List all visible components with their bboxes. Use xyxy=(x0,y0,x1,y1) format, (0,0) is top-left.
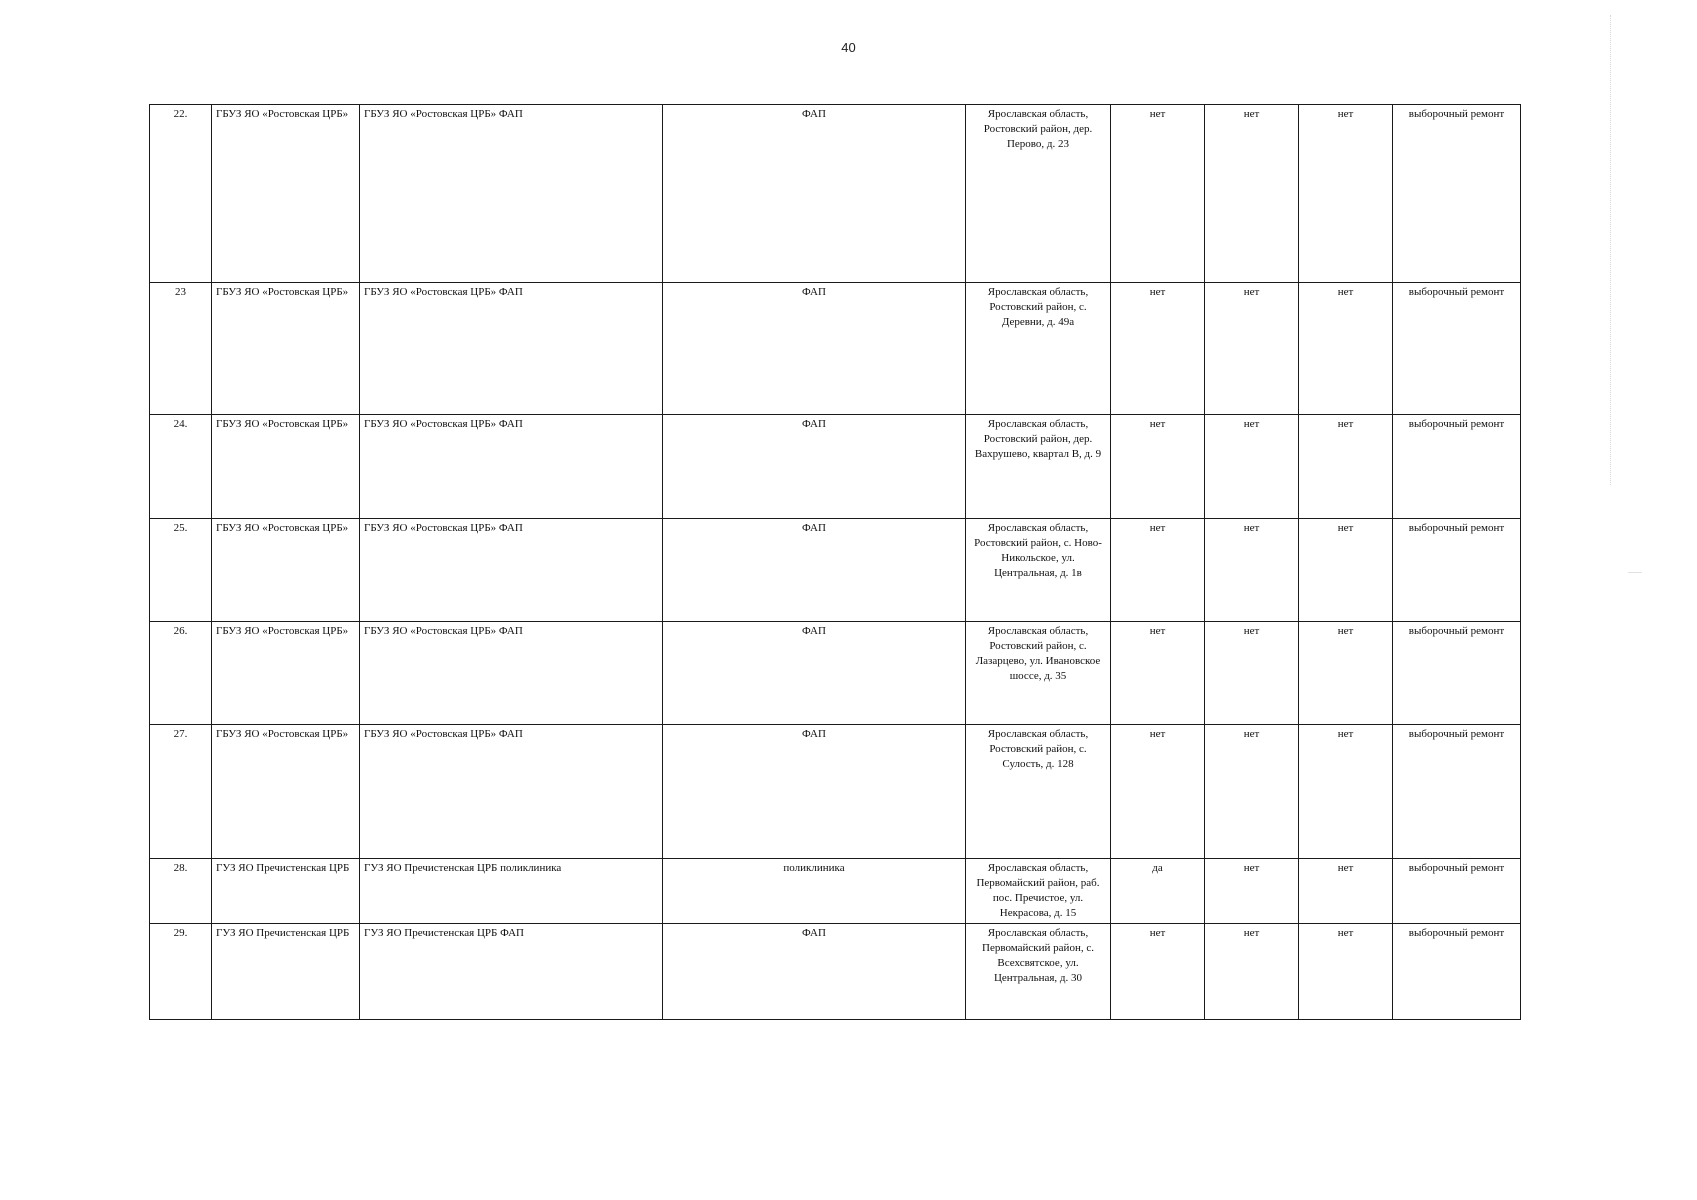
address-cell: Ярославская область, Ростовский район, дер. Перово, д. 23 xyxy=(966,105,1111,283)
table-row xyxy=(150,622,1521,725)
organization-cell: ГБУЗ ЯО «Ростовская ЦРБ» xyxy=(212,519,360,622)
row-number-cell: 23 xyxy=(150,283,212,415)
flag-cell-2: нет xyxy=(1205,105,1299,283)
organization-cell: ГБУЗ ЯО «Ростовская ЦРБ» xyxy=(212,622,360,725)
address-cell: Ярославская область, Ростовский район, с. Сулость, д. 128 xyxy=(966,725,1111,859)
flag-cell-1: нет xyxy=(1111,622,1205,725)
facility-repair-table xyxy=(149,104,1521,1020)
facility-name-cell: ГБУЗ ЯО «Ростовская ЦРБ» ФАП xyxy=(360,725,663,859)
flag-cell-1: нет xyxy=(1111,105,1205,283)
organization-cell: ГБУЗ ЯО «Ростовская ЦРБ» xyxy=(212,725,360,859)
address-cell: Ярославская область, Ростовский район, с. Ново-Никольское, ул. Центральная, д. 1в xyxy=(966,519,1111,622)
table-row xyxy=(150,859,1521,924)
flag-cell-3: нет xyxy=(1299,622,1393,725)
work-type-cell: выборочный ремонт xyxy=(1393,105,1521,283)
table-row xyxy=(150,105,1521,283)
flag-cell-2: нет xyxy=(1205,622,1299,725)
facility-type-cell: ФАП xyxy=(663,415,966,519)
facility-name-cell: ГУЗ ЯО Пречистенская ЦРБ поликлиника xyxy=(360,859,663,924)
facility-name-cell: ГУЗ ЯО Пречистенская ЦРБ ФАП xyxy=(360,924,663,1020)
table-row xyxy=(150,283,1521,415)
flag-cell-3: нет xyxy=(1299,725,1393,859)
work-type-cell: выборочный ремонт xyxy=(1393,924,1521,1020)
work-type-cell: выборочный ремонт xyxy=(1393,622,1521,725)
table-row xyxy=(150,725,1521,859)
facility-type-cell: ФАП xyxy=(663,519,966,622)
facility-name-cell: ГБУЗ ЯО «Ростовская ЦРБ» ФАП xyxy=(360,415,663,519)
organization-cell: ГУЗ ЯО Пречистенская ЦРБ xyxy=(212,859,360,924)
facility-name-cell: ГБУЗ ЯО «Ростовская ЦРБ» ФАП xyxy=(360,105,663,283)
address-cell: Ярославская область, Первомайский район, раб. пос. Пречистое, ул. Некрасова, д. 15 xyxy=(966,859,1111,924)
table-row xyxy=(150,519,1521,622)
facility-type-cell: ФАП xyxy=(663,105,966,283)
facility-type-cell: ФАП xyxy=(663,283,966,415)
facility-type-cell: поликлиника xyxy=(663,859,966,924)
scan-artifact-line xyxy=(1610,15,1611,485)
flag-cell-1: нет xyxy=(1111,519,1205,622)
flag-cell-3: нет xyxy=(1299,924,1393,1020)
flag-cell-2: нет xyxy=(1205,924,1299,1020)
address-cell: Ярославская область, Первомайский район, с. Всехсвятское, ул. Центральная, д. 30 xyxy=(966,924,1111,1020)
scan-artifact-tick xyxy=(1628,572,1642,573)
flag-cell-1: нет xyxy=(1111,283,1205,415)
flag-cell-2: нет xyxy=(1205,415,1299,519)
page-number: 40 xyxy=(841,40,856,55)
address-cell: Ярославская область, Ростовский район, с. Деревни, д. 49а xyxy=(966,283,1111,415)
row-number-cell: 22. xyxy=(150,105,212,283)
flag-cell-1: нет xyxy=(1111,415,1205,519)
organization-cell: ГБУЗ ЯО «Ростовская ЦРБ» xyxy=(212,105,360,283)
flag-cell-3: нет xyxy=(1299,519,1393,622)
address-cell: Ярославская область, Ростовский район, с. Лазарцево, ул. Ивановское шоссе, д. 35 xyxy=(966,622,1111,725)
work-type-cell: выборочный ремонт xyxy=(1393,859,1521,924)
table-row xyxy=(150,415,1521,519)
row-number-cell: 29. xyxy=(150,924,212,1020)
flag-cell-1: нет xyxy=(1111,725,1205,859)
flag-cell-3: нет xyxy=(1299,415,1393,519)
organization-cell: ГБУЗ ЯО «Ростовская ЦРБ» xyxy=(212,283,360,415)
row-number-cell: 26. xyxy=(150,622,212,725)
organization-cell: ГУЗ ЯО Пречистенская ЦРБ xyxy=(212,924,360,1020)
facility-type-cell: ФАП xyxy=(663,622,966,725)
work-type-cell: выборочный ремонт xyxy=(1393,415,1521,519)
organization-cell: ГБУЗ ЯО «Ростовская ЦРБ» xyxy=(212,415,360,519)
facility-name-cell: ГБУЗ ЯО «Ростовская ЦРБ» ФАП xyxy=(360,283,663,415)
facility-type-cell: ФАП xyxy=(663,725,966,859)
work-type-cell: выборочный ремонт xyxy=(1393,283,1521,415)
address-cell: Ярославская область, Ростовский район, дер. Вахрушево, квартал В, д. 9 xyxy=(966,415,1111,519)
facility-name-cell: ГБУЗ ЯО «Ростовская ЦРБ» ФАП xyxy=(360,622,663,725)
work-type-cell: выборочный ремонт xyxy=(1393,519,1521,622)
flag-cell-1: нет xyxy=(1111,924,1205,1020)
row-number-cell: 28. xyxy=(150,859,212,924)
flag-cell-2: нет xyxy=(1205,859,1299,924)
row-number-cell: 24. xyxy=(150,415,212,519)
flag-cell-2: нет xyxy=(1205,519,1299,622)
flag-cell-2: нет xyxy=(1205,725,1299,859)
row-number-cell: 25. xyxy=(150,519,212,622)
table-row xyxy=(150,924,1521,1020)
row-number-cell: 27. xyxy=(150,725,212,859)
flag-cell-1: да xyxy=(1111,859,1205,924)
work-type-cell: выборочный ремонт xyxy=(1393,725,1521,859)
flag-cell-2: нет xyxy=(1205,283,1299,415)
facility-name-cell: ГБУЗ ЯО «Ростовская ЦРБ» ФАП xyxy=(360,519,663,622)
flag-cell-3: нет xyxy=(1299,283,1393,415)
facility-type-cell: ФАП xyxy=(663,924,966,1020)
flag-cell-3: нет xyxy=(1299,105,1393,283)
flag-cell-3: нет xyxy=(1299,859,1393,924)
